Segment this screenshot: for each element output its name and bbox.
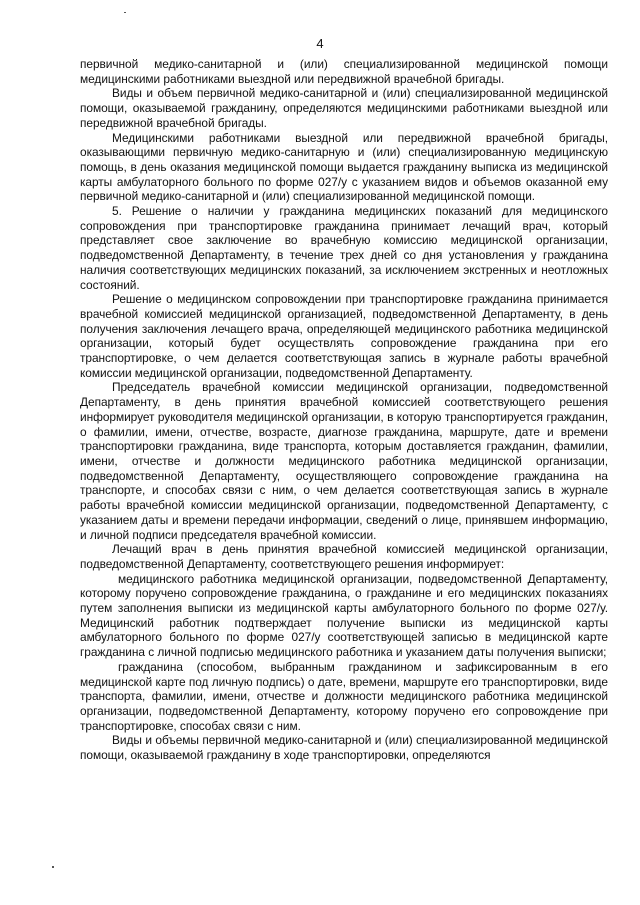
scan-speck xyxy=(52,866,54,868)
paragraph: Медицинскими работниками выездной или передвижной врачебной бригады, оказывающими первичную медико-санитарную и (или) специализированную медицинскую помощь, в день оказания медицинской помощи выдается гражданину выписка из медицинской карты амбулаторного больного по форме 027/у с указанием видов и объемов оказанной ему первичной медико-санитарной и (или) специализированной медицинской помощи. xyxy=(80,130,608,204)
paragraph: медицинского работника медицинской организации, подведомственной Департаменту, которому поручено сопровождение гражданина, о гражданине и его медицинских показаниях путем заполнения выписки из медицинской карты амбулаторного больного по форме 027/у. Медицинский работник подтверждает получение выписки из медицинской карты амбулаторного больного по форме 027/у соответствующей записью в медицинской карте гражданина с личной подписью медицинского работника и указанием даты получения выписки; xyxy=(80,571,608,660)
paragraph: Лечащий врач в день принятия врачебной комиссией медицинской организации, подведомственной Департаменту, соответствующего решения информирует: xyxy=(80,542,608,571)
document-body xyxy=(80,57,608,763)
paragraph: Виды и объемы первичной медико-санитарной и (или) специализированной медицинской помощи, оказываемой гражданину в ходе транспортировки, определяются xyxy=(80,733,608,763)
paragraph: Виды и объем первичной медико-санитарной и (или) специализированной медицинской помощи, оказываемой гражданину, определяются медицинскими работниками выездной или передвижной врачебной бригады. xyxy=(80,86,608,130)
paragraph: первичной медико-санитарной и (или) специализированной медицинской помощи медицинскими работниками выездной или передвижной врачебной бригады. xyxy=(80,57,608,86)
scan-speck xyxy=(124,12,126,13)
paragraph: Решение о медицинском сопровождении при транспортировке гражданина принимается врачебной комиссией медицинской организацией, подведомственной Департаменту, в день получения заключения лечащего врача, определяющей медицинского работника медицинской организации, который будет осуществлять сопровождение гражданина при его транспортировке, о чем делается соответствующая запись в журнале работы врачебной комиссии медицинской организации, подведомственной Департаменту. xyxy=(80,292,608,380)
paragraph: 5. Решение о наличии у гражданина медицинских показаний для медицинского сопровождения при транспортировке гражданина принимает лечащий врач, который представляет свое заключение во врачебную комиссию медицинской организации, подведомственной Департаменту, в течение трех дней со дня установления у гражданина наличия соответствующих медицинских показаний, за исключением экстренных и неотложных состояний. xyxy=(80,204,608,292)
paragraph: Председатель врачебной комиссии медицинской организации, подведомственной Департаменту, в день принятия врачебной комиссией соответствующего решения информирует руководителя медицинской организации, в которую транспортируется гражданин, о фамилии, имени, отчестве, возрасте, диагнозе гражданина, маршруте, дате и времени транспортировки гражданина, виде транспорта, которым доставляется гражданин, фамилии, имени, отчестве и должности медицинского работника медицинской организации, подведомственной Департаменту, осуществляющего сопровождение гражданина на транспорте, и способах связи с ним, о чем делается соответствующая запись в журнале работы врачебной комиссии медицинской организации, подведомственной Департаменту, с указанием даты и времени передачи информации, сведений о лице, принявшем информацию, и личной подписи председателя врачебной комиссии. xyxy=(80,380,608,542)
paragraph: гражданина (способом, выбранным гражданином и зафиксированным в его медицинской карте под личную подпись) о дате, времени, маршруте его транспортировки, виде транспорта, фамилии, имени, отчестве и должности медицинского работника медицинской организации, подведомственной Департаменту, которому поручено его сопровождение при транспортировке, способах связи с ним. xyxy=(80,659,608,733)
page-number: 4 xyxy=(316,36,324,51)
